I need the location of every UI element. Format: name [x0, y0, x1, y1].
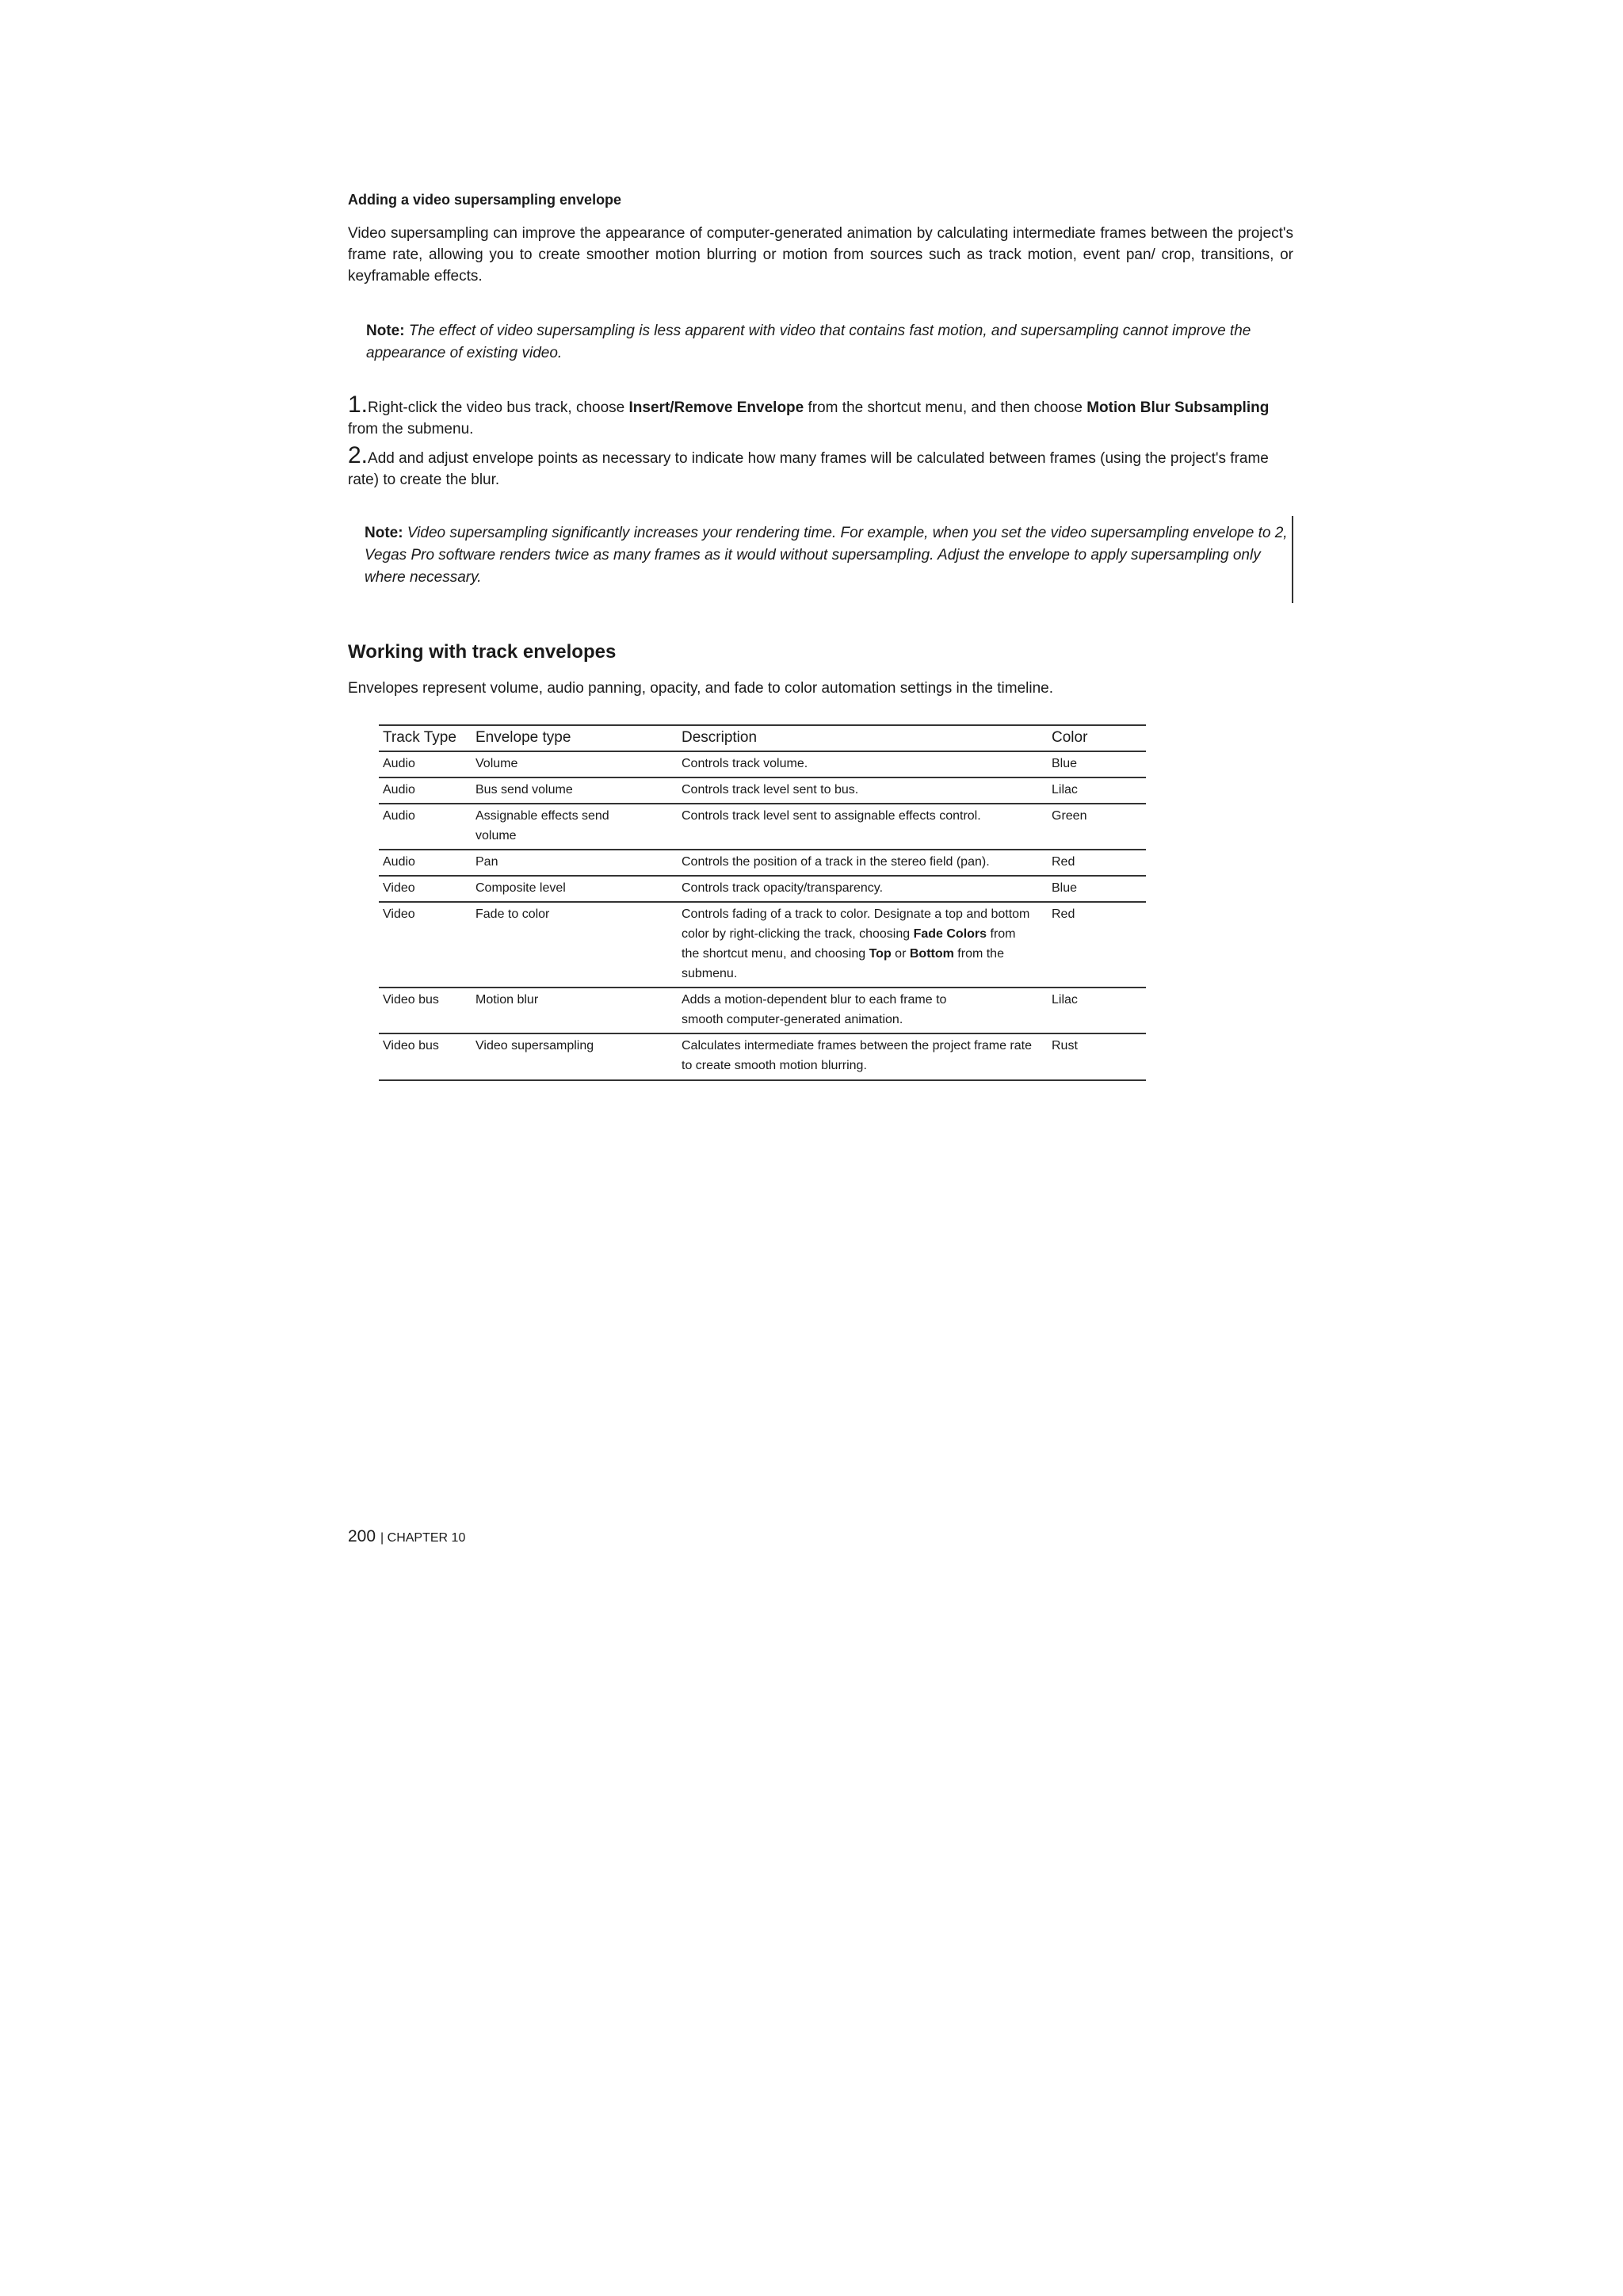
step-2-text: Add and adjust envelope points as necessary to indicate how many frames will be calculated between frames (using the project's frame rate) to create the blur. — [348, 450, 1269, 488]
table-row — [379, 751, 1146, 777]
header-description: Description — [678, 725, 1048, 751]
page-footer — [348, 1526, 465, 1549]
cell-color: Red — [1048, 850, 1146, 876]
table-header-row — [379, 725, 1146, 751]
step-1-text-d: from the submenu. — [348, 421, 474, 437]
cell-color: Blue — [1048, 876, 1146, 902]
desc-text-d: or — [891, 947, 910, 961]
header-track-type: Track Type — [379, 725, 472, 751]
chapter-label: | CHAPTER 10 — [380, 1531, 466, 1545]
cell-color: Red — [1048, 902, 1146, 988]
envelope-table — [379, 724, 1146, 1081]
cell-color: Rust — [1048, 1033, 1146, 1080]
cell-track: Video — [379, 902, 472, 988]
table-row — [379, 988, 1146, 1033]
cell-track: Audio — [379, 804, 472, 850]
cell-track: Audio — [379, 751, 472, 777]
step-2-number: 2. — [348, 442, 369, 468]
note-1-text: The effect of video supersampling is less apparent with video that contains fast motion, and supersampling cannot improve the appearance of existing video. — [366, 323, 1251, 361]
step-1-bold-2: Motion Blur Subsampling — [1086, 399, 1270, 416]
section-intro: Envelopes represent volume, audio panning, opacity, and fade to color automation settings in the timeline. — [348, 680, 1054, 697]
cell-envelope: Bus send volume — [472, 777, 678, 804]
desc-text-a: Controls fading of a track to color. Designate a top and bottom color by right-clicking the track, choosing — [682, 907, 1030, 941]
step-1 — [348, 393, 1293, 440]
cell-color: Lilac — [1048, 988, 1146, 1033]
step-1-number: 1. — [348, 392, 369, 418]
step-1-bold-1: Insert/Remove Envelope — [628, 399, 804, 416]
note-2-label: Note: — [365, 525, 403, 541]
step-1-text-a: Right-click the video bus track, choose — [368, 399, 629, 416]
cell-color: Blue — [1048, 751, 1146, 777]
cell-description: Controls the position of a track in the stereo field (pan). — [678, 850, 1048, 876]
note-1-label: Note: — [366, 323, 405, 339]
header-envelope-type: Envelope type — [472, 725, 678, 751]
table-row — [379, 804, 1146, 850]
cell-description: Calculates intermediate frames between the project frame rate to create smooth motion blurring. — [678, 1033, 1048, 1080]
cell-envelope: Composite level — [472, 876, 678, 902]
cell-envelope: Video supersampling — [472, 1033, 678, 1080]
cell-description — [678, 902, 1048, 988]
cell-envelope: Volume — [472, 751, 678, 777]
table-row — [379, 902, 1146, 988]
note-2-rule — [1292, 516, 1293, 603]
cell-description: Controls track level sent to bus. — [678, 777, 1048, 804]
cell-envelope: Motion blur — [472, 988, 678, 1033]
cell-description: Controls track opacity/transparency. — [678, 876, 1048, 902]
cell-track: Audio — [379, 850, 472, 876]
desc-bold-top: Top — [869, 947, 892, 961]
desc-text-e: from the submenu. — [682, 947, 1004, 980]
desc-bold-fade-colors: Fade Colors — [913, 927, 987, 941]
cell-description: Controls track level sent to assignable effects control. — [678, 804, 1048, 850]
intro-paragraph: Video supersampling can improve the appearance of computer-generated animation by calculating intermediate frames between the project's frame rate, allowing you to create smoother motion blurring or motion from sources such as track motion, event pan/ crop, transitions, or keyframable effects. — [348, 225, 1293, 285]
table-row — [379, 876, 1146, 902]
note-1 — [366, 320, 1295, 365]
table-row — [379, 850, 1146, 876]
header-color: Color — [1048, 725, 1146, 751]
desc-text-c: from the shortcut menu, and choosing — [682, 927, 1016, 961]
desc-bold-bottom: Bottom — [909, 947, 954, 961]
cell-track: Video bus — [379, 1033, 472, 1080]
section-heading: Working with track envelopes — [348, 641, 617, 663]
table-row — [379, 777, 1146, 804]
cell-track: Video — [379, 876, 472, 902]
cell-envelope: Fade to color — [472, 902, 678, 988]
table-row — [379, 1033, 1146, 1080]
note-2-text: Video supersampling significantly increases your rendering time. For example, when you set the video supersampling envelope to 2, Vegas Pro software renders twice as many frames as it would without supersampling. Adjust the envelope to apply supersampling only where necessary. — [365, 525, 1288, 586]
subheading: Adding a video supersampling envelope — [348, 192, 622, 208]
cell-envelope: Pan — [472, 850, 678, 876]
step-2 — [348, 444, 1293, 491]
cell-track: Audio — [379, 777, 472, 804]
cell-color: Green — [1048, 804, 1146, 850]
cell-description: Controls track volume. — [678, 751, 1048, 777]
page-number: 200 — [348, 1527, 376, 1545]
note-2 — [365, 522, 1292, 589]
cell-description: Adds a motion-dependent blur to each frame to smooth computer-generated animation. — [678, 988, 1048, 1033]
step-1-text-c: from the shortcut menu, and then choose — [804, 399, 1087, 416]
cell-envelope: Assignable effects send volume — [472, 804, 678, 850]
cell-track: Video bus — [379, 988, 472, 1033]
cell-color: Lilac — [1048, 777, 1146, 804]
